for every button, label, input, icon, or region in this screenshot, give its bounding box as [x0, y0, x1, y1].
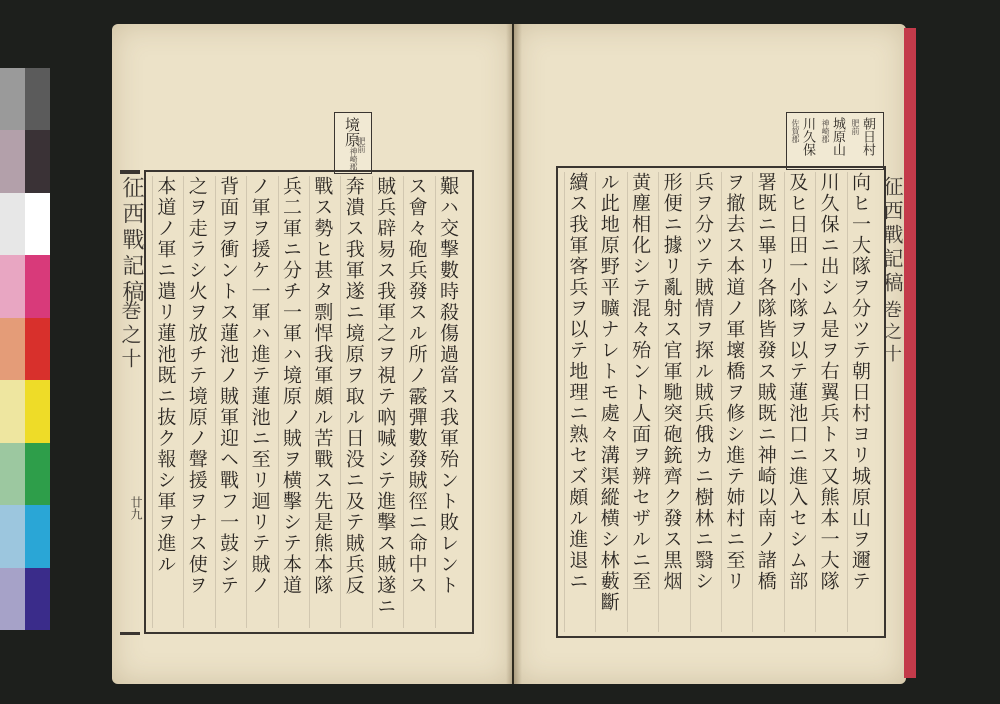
- light-swatch: [0, 505, 25, 567]
- saturated-swatch: [25, 505, 50, 567]
- light-swatch: [0, 568, 25, 630]
- left-volume-label: 巻之十: [118, 300, 142, 372]
- light-swatch: [0, 443, 25, 505]
- right-tab-line-2: 城原山: [830, 117, 845, 156]
- right-text-column: ヲ撤去ス本道ノ軍壞橋ヲ修シ進テ姉村ニ至リ: [721, 172, 752, 632]
- right-text-frame: [556, 166, 886, 638]
- book-gutter: [506, 24, 522, 684]
- light-swatch: [0, 193, 25, 255]
- saturated-swatch: [25, 130, 50, 192]
- left-text-column: ノ軍ヲ援ケ一軍ハ進テ蓮池ニ至リ迴リテ賊ノ: [246, 176, 277, 628]
- left-page-number: 廿九: [129, 496, 143, 520]
- left-text-column: 兵二軍ニ分チ一軍ハ境原ノ賊ヲ横擊シテ本道: [278, 176, 309, 628]
- red-page-edge: [904, 28, 916, 678]
- right-tab-sub-2: 神崎郡: [821, 119, 830, 143]
- left-text-column: 戰ス勢ヒ甚タ剽悍我軍頗ル苦戰ス先是熊本隊: [309, 176, 340, 628]
- color-strip-light-column: [0, 68, 25, 630]
- right-text-column: 形便ニ據リ亂射ス官軍馳突砲銃齊ク發ス黒烟: [658, 172, 689, 632]
- left-text-column: 奔潰ス我軍遂ニ境原ヲ取ル日没ニ及テ賊兵反: [340, 176, 371, 628]
- left-text-frame: [144, 170, 474, 634]
- right-text-column: ル此地原野平曠ナレトモ處々溝渠縱横シ林藪斷: [595, 172, 626, 632]
- margin-rule-bottom: [120, 632, 140, 635]
- right-volume-label: 巻之十: [881, 300, 902, 366]
- color-strip-saturated-column: [25, 68, 50, 630]
- light-swatch: [0, 318, 25, 380]
- left-running-head: 征西戰記稿: [119, 176, 144, 306]
- left-tab-district: 神崎郡: [349, 147, 358, 171]
- right-tab-line-3: 川久保: [800, 117, 815, 156]
- left-text-column: ス會々砲兵發スル所ノ霰彈數發賊徑ニ命中ス: [403, 176, 434, 628]
- saturated-swatch: [25, 255, 50, 317]
- right-text-column: 署既ニ畢リ各隊皆發ス賊既ニ神崎以南ノ諸橋: [752, 172, 783, 632]
- left-text-columns: [152, 176, 466, 628]
- right-text-column: 向ヒ一大隊ヲ分ツテ朝日村ヨリ城原山ヲ邇テ: [847, 172, 878, 632]
- left-place-tab: [334, 112, 372, 174]
- right-text-column: 及ヒ日田一小隊ヲ以テ蓮池口ニ進入セシム部: [784, 172, 815, 632]
- right-text-column: 兵ヲ分ツテ賊情ヲ探ル賊兵俄カニ樹林ニ翳シ: [690, 172, 721, 632]
- saturated-swatch: [25, 193, 50, 255]
- light-swatch: [0, 255, 25, 317]
- left-text-column: 賊兵辟易ス我軍之ヲ視テ吶喊シテ進擊ス賊遂ニ: [372, 176, 403, 628]
- light-swatch: [0, 68, 25, 130]
- left-text-column: 艱ハ交撃數時殺傷過當ス我軍殆ント敗レント: [435, 176, 466, 628]
- right-text-columns: [564, 172, 878, 632]
- right-text-column: 黄塵相化シテ混々殆ント人面ヲ辨セザルニ至: [627, 172, 658, 632]
- light-swatch: [0, 380, 25, 442]
- saturated-swatch: [25, 380, 50, 442]
- margin-rule-top: [120, 170, 140, 174]
- left-tab-province: 肥前: [357, 137, 366, 153]
- saturated-swatch: [25, 318, 50, 380]
- right-running-head: 征西戰記稿: [880, 176, 904, 296]
- left-text-column: 本道ノ軍ニ遣リ蓮池既ニ抜ク報シ軍ヲ進ル: [152, 176, 183, 628]
- saturated-swatch: [25, 568, 50, 630]
- light-swatch: [0, 130, 25, 192]
- right-tab-sub-1: 肥前: [851, 119, 860, 135]
- left-text-column: 背面ヲ衝ントス蓮池ノ賊軍迎ヘ戰フ一鼓シテ: [215, 176, 246, 628]
- right-text-column: 川久保ニ出シム是ヲ右翼兵トス又熊本一大隊: [815, 172, 846, 632]
- saturated-swatch: [25, 443, 50, 505]
- saturated-swatch: [25, 68, 50, 130]
- right-tab-sub-3: 佐賀郡: [791, 119, 800, 143]
- color-calibration-strip: [0, 68, 50, 630]
- left-tab-title: 境原: [343, 117, 361, 147]
- right-place-tab: [786, 112, 884, 170]
- right-text-column: 續ス我軍客兵ヲ以テ地理ニ熟セズ頗ル進退ニ: [564, 172, 595, 632]
- right-tab-line-1: 朝日村: [860, 117, 875, 156]
- left-text-column: 之ヲ走ラシ火ヲ放チテ境原ノ聲援ヲナス使ヲ: [183, 176, 214, 628]
